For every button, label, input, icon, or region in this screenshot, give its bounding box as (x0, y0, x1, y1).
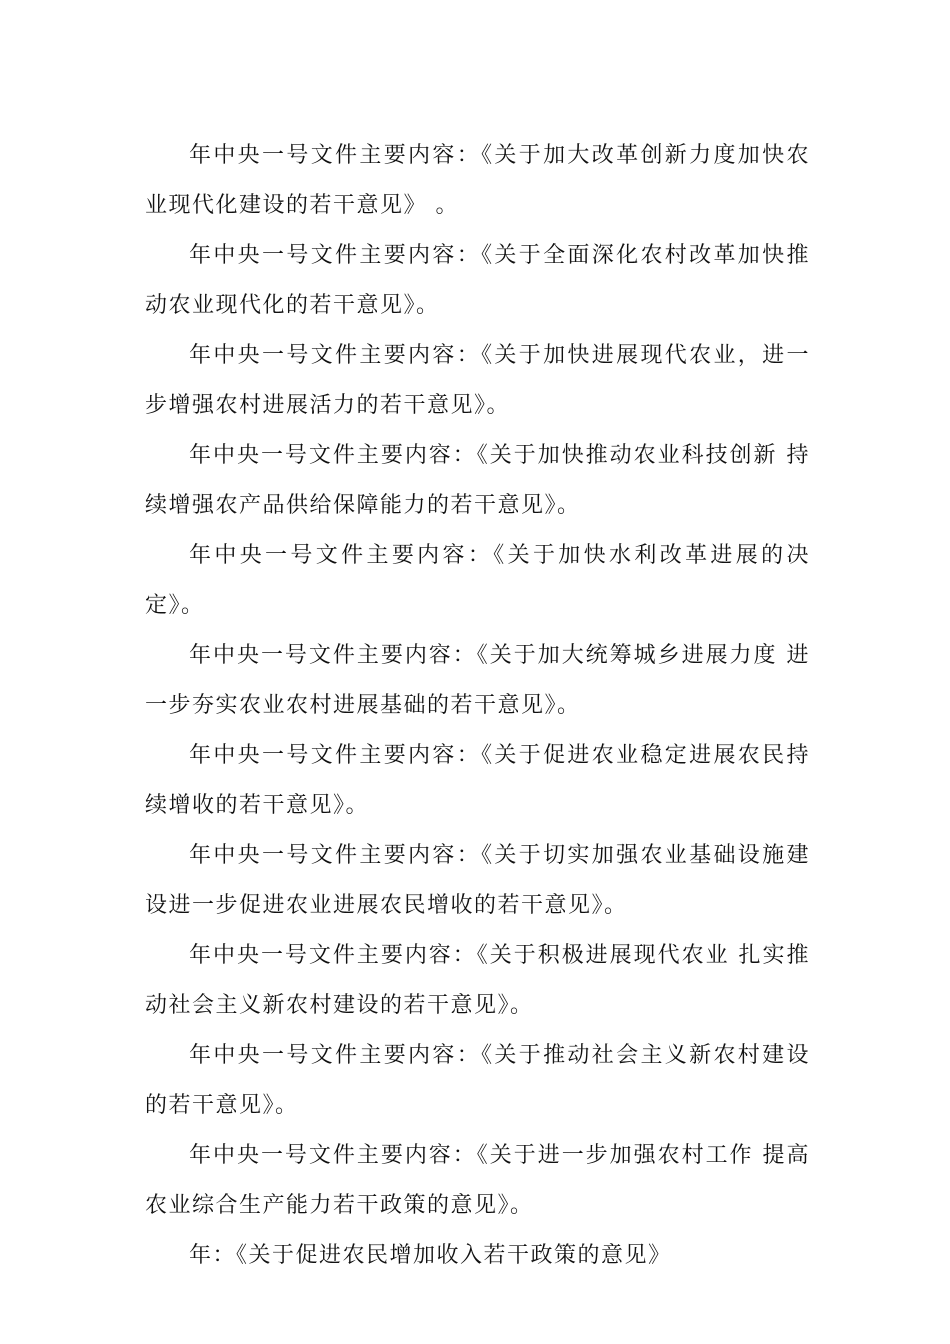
paragraph-4: 年中央一号文件主要内容：《关于加快推动农业科技创新 持续增强农产品供给保障能力的若干意见》。 (145, 443, 810, 518)
paragraph-5: 年中央一号文件主要内容：《关于加快水利改革进展的决定》。 (145, 543, 810, 618)
paragraph-1: 年中央一号文件主要内容：《关于加大改革创新力度加快农业现代化建设的若干意见》 。 (145, 143, 810, 218)
paragraph-10: 年中央一号文件主要内容：《关于推动社会主义新农村建设的若干意见》。 (145, 1043, 810, 1118)
paragraph-2: 年中央一号文件主要内容：《关于全面深化农村改革加快推动农业现代化的若干意见》。 (145, 243, 810, 318)
paragraph-8: 年中央一号文件主要内容：《关于切实加强农业基础设施建设进一步促进农业进展农民增收的若干意见》。 (145, 843, 810, 918)
paragraph-3: 年中央一号文件主要内容：《关于加快进展现代农业，进一步增强农村进展活力的若干意见》。 (145, 343, 810, 418)
paragraph-6: 年中央一号文件主要内容：《关于加大统筹城乡进展力度 进一步夯实农业农村进展基础的若干意见》。 (145, 643, 810, 718)
document-body (145, 131, 810, 1281)
paragraph-12: 年：《关于促进农民增加收入若干政策的意见》 (189, 1243, 672, 1268)
paragraph-9: 年中央一号文件主要内容：《关于积极进展现代农业 扎实推动社会主义新农村建设的若干意见》。 (145, 943, 810, 1018)
paragraph-11: 年中央一号文件主要内容：《关于进一步加强农村工作 提高农业综合生产能力若干政策的意见》。 (145, 1143, 810, 1218)
paragraph-7: 年中央一号文件主要内容：《关于促进农业稳定进展农民持续增收的若干意见》。 (145, 743, 810, 818)
